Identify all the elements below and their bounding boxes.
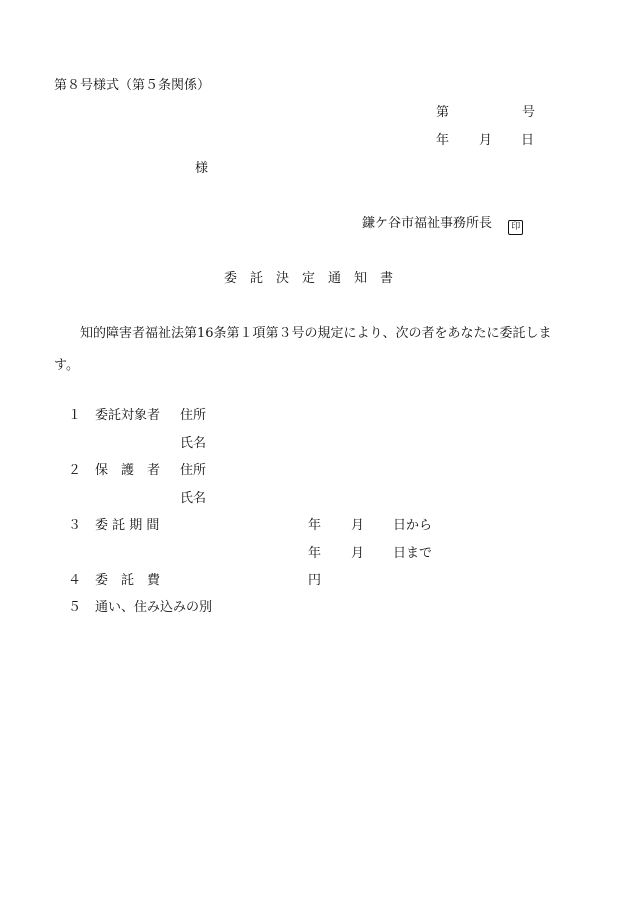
document-title: 委 託 決 定 通 知 書: [224, 271, 394, 286]
body-paragraph: 知的障害者福祉法第16条第１項第３号の規定により、次の者をあなたに委託します。: [54, 326, 552, 373]
date-day: 日: [521, 133, 535, 148]
item3-to-month: 月: [351, 546, 365, 561]
date-month: 月: [479, 133, 493, 148]
issuer-name: 鎌ケ谷市福祉事務所長: [362, 216, 493, 231]
item3-from-month: 月: [351, 518, 365, 533]
item3-label: 委 託 期 間: [95, 518, 160, 533]
item5-label: 通い、住み込みの別: [95, 600, 213, 615]
item2-number: ２: [68, 463, 82, 478]
item5-number: ５: [68, 600, 82, 615]
item1-address-label: 住所: [180, 408, 207, 423]
addressee-suffix: 様: [195, 161, 209, 176]
item4-label: 委 託 費: [95, 573, 161, 588]
item1-number: １: [68, 408, 82, 423]
date-year: 年: [436, 133, 450, 148]
number-suffix: 号: [522, 105, 536, 120]
item1-name-label: 氏名: [180, 436, 207, 451]
item2-address-label: 住所: [180, 463, 207, 478]
item3-to-day: 日まで: [393, 546, 433, 561]
number-prefix: 第: [436, 105, 450, 120]
item2-label: 保 護 者: [95, 463, 161, 478]
item3-number: ３: [68, 518, 82, 533]
item4-unit: 円: [308, 573, 322, 588]
item3-to-year: 年: [308, 546, 322, 561]
seal-mark: 印: [508, 220, 523, 235]
item1-label: 委託対象者: [95, 408, 161, 423]
form-label: 第８号様式（第５条関係）: [54, 78, 211, 93]
item3-from-year: 年: [308, 518, 322, 533]
item3-from-day: 日から: [393, 518, 433, 533]
issuer-line: [362, 215, 523, 235]
item2-name-label: 氏名: [180, 491, 207, 506]
item4-number: ４: [68, 573, 82, 588]
